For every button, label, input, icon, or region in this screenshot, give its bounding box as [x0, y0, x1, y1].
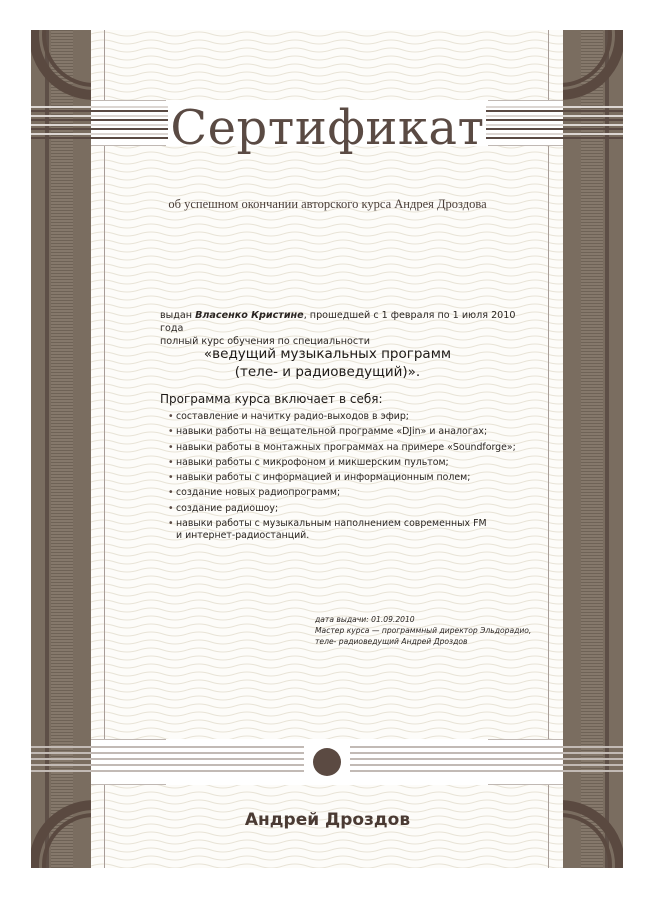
issued-prefix: выдан	[160, 310, 196, 321]
program-item: • навыки работы с информацией и информационным полем;	[168, 470, 516, 485]
program-item: • навыки работы в монтажных программах на примере «Soundforge»;	[168, 440, 516, 455]
specialty-line-1: «ведущий музыкальных программ	[203, 346, 452, 362]
program-item: • составление и начитку радио-выходов в эфир;	[168, 409, 516, 424]
program-item-continuation: и интернет-радиостанций.	[176, 530, 310, 542]
specialty-title	[0, 345, 655, 381]
issue-details	[315, 614, 531, 647]
program-item: • создание радиошоу;	[168, 501, 516, 516]
recipient-name: Власенко Кристине	[195, 310, 304, 321]
specialty-line-2: (теле- и радиоведущий)».	[234, 364, 421, 380]
program-item: • навыки работы с микрофоном и микшерским пультом;	[168, 455, 516, 470]
program-list	[168, 409, 516, 544]
program-item: • навыки работы на вещательной программе «DJin» и аналогах;	[168, 424, 516, 439]
issued-line-2: полный курс обучения по специальности	[160, 336, 370, 347]
certificate-subtitle: об успешном окончании авторского курса Андрея Дроздова	[168, 197, 487, 211]
program-item: • навыки работы с музыкальным наполнением современных FM	[168, 516, 516, 531]
issue-date: дата выдачи: 01.09.2010	[315, 615, 415, 624]
signature-name: Андрей Дроздов	[244, 810, 411, 830]
program-heading: Программа курса включает в себя:	[160, 392, 383, 406]
issued-period: , прошедшей с 1 февраля по 1 июля 2010 года	[160, 310, 516, 334]
program-item: • создание новых радиопрограмм;	[168, 485, 516, 500]
issued-statement	[160, 309, 520, 348]
seal-circle	[313, 748, 341, 776]
master-line-1: Мастер курса — программный директор Эльдорадио,	[315, 626, 532, 635]
master-line-2: теле- радиоведущий Андрей Дроздов	[315, 637, 468, 646]
certificate-title: Сертификат	[170, 100, 485, 156]
